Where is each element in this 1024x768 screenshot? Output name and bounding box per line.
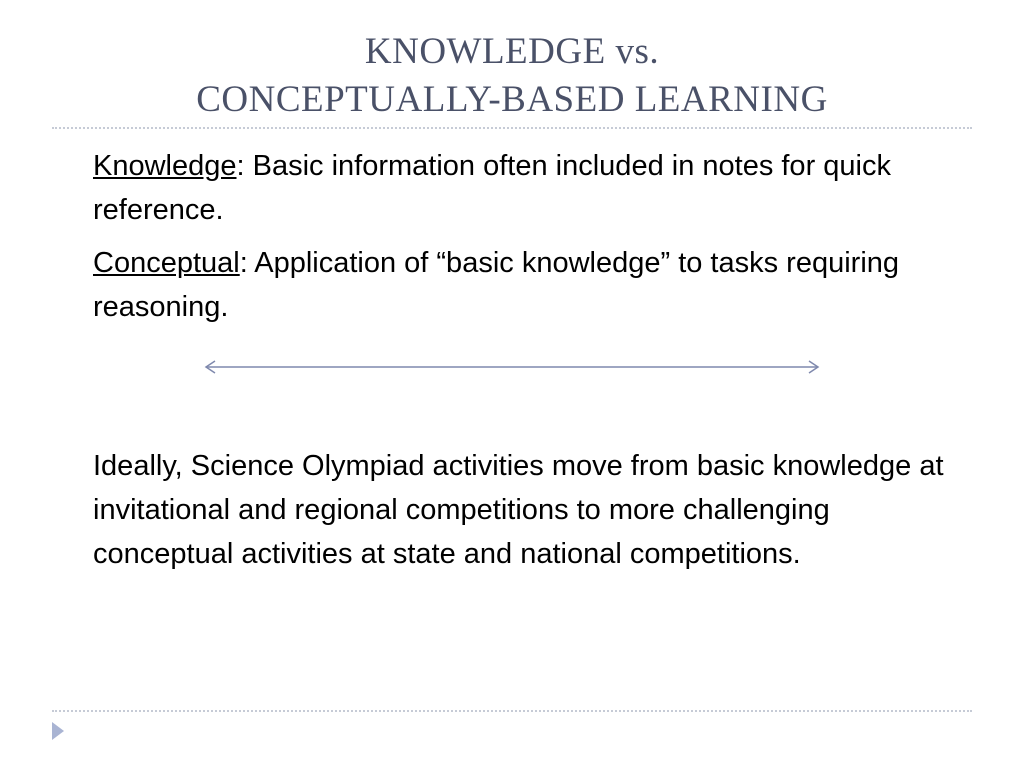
knowledge-separator: :	[236, 150, 253, 182]
conceptual-separator: :	[239, 247, 255, 279]
triangle-right-icon	[50, 720, 66, 742]
title-line-2: CONCEPTUALLY-BASED LEARNING	[196, 79, 828, 120]
summary-paragraph: Ideally, Science Olympiad activities move from basic knowledge at invitational and regional competitions to more challenging conceptual activities at state and national competitions.	[93, 450, 944, 570]
knowledge-term: Knowledge	[93, 150, 237, 182]
double-headed-arrow-icon	[200, 356, 824, 378]
conceptual-term: Conceptual	[93, 247, 240, 279]
conceptual-definition	[93, 241, 973, 329]
footer-divider	[52, 710, 972, 712]
title-divider	[52, 127, 972, 129]
slide-title	[0, 28, 1024, 124]
title-line-1: KNOWLEDGE vs.	[364, 31, 660, 72]
knowledge-text: Basic information often included in notes for quick reference.	[93, 150, 891, 226]
knowledge-definition	[93, 144, 973, 232]
conceptual-text: Application of “basic knowledge” to tasks requiring reasoning.	[93, 247, 900, 323]
